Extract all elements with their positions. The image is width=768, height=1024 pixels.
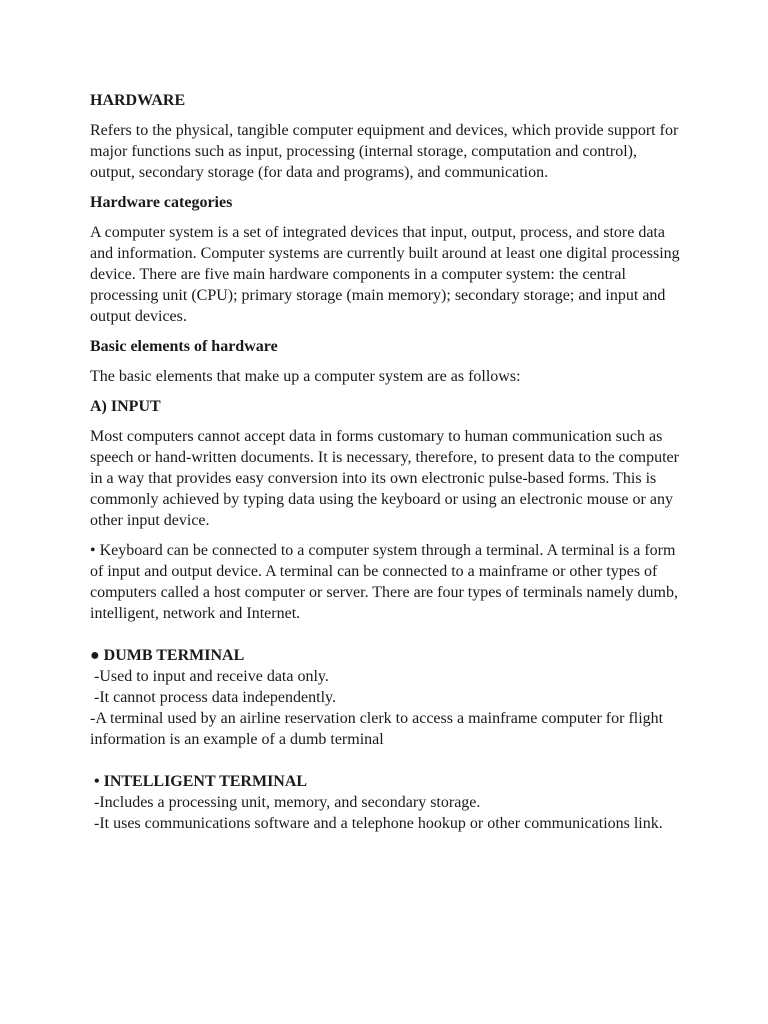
dumb-terminal-section (90, 645, 680, 750)
dumb-terminal-line: -A terminal used by an airline reservation clerk to access a mainframe computer for flight information is an example of a dumb terminal (90, 710, 664, 748)
basic-elements-heading: Basic elements of hardware (90, 338, 278, 355)
intelligent-terminal-line: -Includes a processing unit, memory, and secondary storage. (94, 794, 481, 811)
basic-elements-paragraph: The basic elements that make up a computer system are as follows: (90, 368, 521, 385)
intro-paragraph: Refers to the physical, tangible computer equipment and devices, which provide support for major functions such as input, processing (internal storage, computation and control), output, secondary storage (for data and programs), and communication. (90, 122, 679, 181)
dumb-terminal-line: -Used to input and receive data only. (94, 668, 329, 685)
dumb-terminal-heading: ● DUMB TERMINAL (90, 647, 245, 664)
dumb-terminal-line: -It cannot process data independently. (94, 689, 336, 706)
spacer (90, 624, 680, 645)
categories-paragraph: A computer system is a set of integrated devices that input, output, process, and store data and information. Computer systems are currently built around at least one digital processing device. There are five main hardware components in a computer system: the central processing unit (CPU); primary storage (main memory); secondary storage; and input and output devices. (90, 224, 680, 325)
intelligent-terminal-heading: • INTELLIGENT TERMINAL (94, 773, 308, 790)
intelligent-terminal-section (90, 771, 680, 834)
categories-heading: Hardware categories (90, 194, 233, 211)
keyboard-bullet-paragraph: • Keyboard can be connected to a computer system through a terminal. A terminal is a form of input and output device. A terminal can be connected to a mainframe or other types of computers called a host computer or server. There are four types of terminals namely dumb, intelligent, network and Internet. (90, 542, 678, 622)
document-title: HARDWARE (90, 92, 186, 109)
input-heading: A) INPUT (90, 398, 161, 415)
input-paragraph: Most computers cannot accept data in forms customary to human communication such as speech or hand-written documents. It is necessary, therefore, to present data to the computer in a way that provides easy conversion into its own electronic pulse-based forms. This is commonly achieved by typing data using the keyboard or using an electronic mouse or any other input device. (90, 428, 679, 529)
document-page (90, 90, 680, 834)
spacer (90, 750, 680, 771)
intelligent-terminal-line: -It uses communications software and a telephone hookup or other communications link. (94, 815, 663, 832)
